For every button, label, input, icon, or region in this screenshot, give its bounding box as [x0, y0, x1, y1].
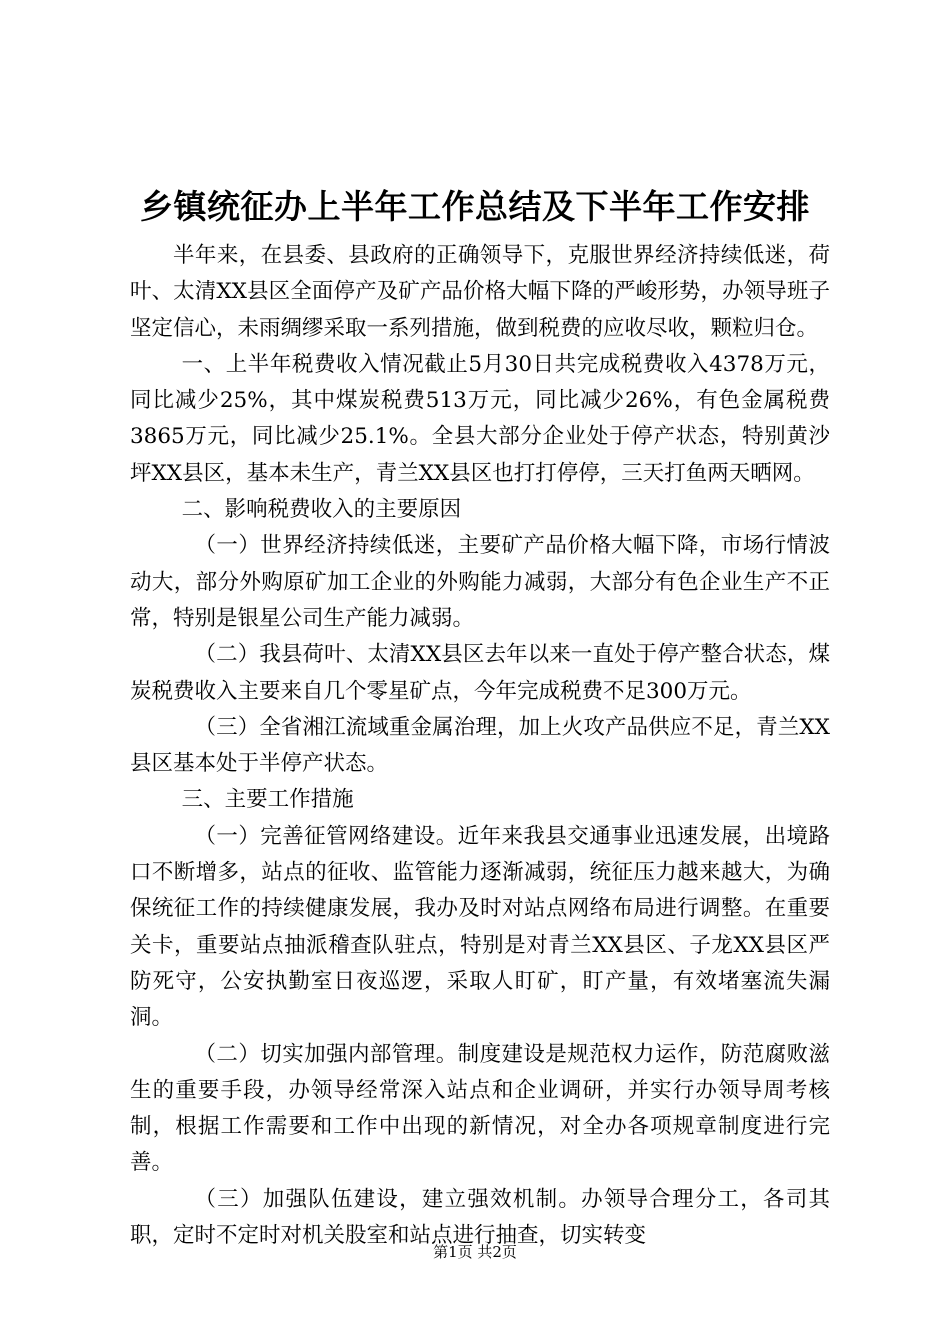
- paragraph-section-3-item-2: （二）切实加强内部管理。制度建设是规范权力运作，防范腐败滋生的重要手段，办领导经常深入站点和企业调研，并实行办领导周考核制，根据工作需要和工作中出现的新情况，对全办各项规章制度进行完善。: [130, 1041, 830, 1176]
- paragraph-intro: 半年来，在县委、县政府的正确领导下，克服世界经济持续低迷，荷叶、太清XX县区全面停产及矿产品价格大幅下降的严峻形势，办领导班子坚定信心，未雨绸缪采取一系列措施，做到税费的应收尽收，颗粒归仓。: [130, 243, 830, 341]
- paragraph-section-1: 一、上半年税费收入情况截止5月30日共完成税费收入4378万元，同比减少25%，其中煤炭税费513万元，同比减少26%，有色金属税费3865万元，同比减少25.1%。全县大部分企业处于停产状态，特别黄沙坪XX县区，基本未生产，青兰XX县区也打打停停，三天打鱼两天晒网。: [130, 351, 830, 486]
- document-body: [130, 238, 830, 1254]
- paragraph-section-3-item-3: （三）加强队伍建设，建立强效机制。办领导合理分工，各司其职，定时不定时对机关股室和站点进行抽查，切实转变: [130, 1186, 830, 1249]
- paragraph-section-2-item-3: （三）全省湘江流域重金属治理，加上火攻产品供应不足，青兰XX县区基本处于半停产状态。: [130, 714, 830, 777]
- heading-section-3: 三、主要工作措施: [181, 787, 354, 813]
- paragraph-section-2-item-2: （二）我县荷叶、太清XX县区去年以来一直处于停产整合状态，煤炭税费收入主要来自几个零星矿点，今年完成税费不足300万元。: [130, 642, 830, 704]
- paragraph-section-2-item-1: （一）世界经济持续低迷，主要矿产品价格大幅下降，市场行情波动大，部分外购原矿加工企业的外购能力减弱，大部分有色企业生产不正常，特别是银星公司生产能力减弱。: [130, 533, 830, 631]
- paragraph-section-3-item-1: （一）完善征管网络建设。近年来我县交通事业迅速发展，出境路口不断增多，站点的征收、监管能力逐渐减弱，统征压力越来越大，为确保统征工作的持续健康发展，我办及时对站点网络布局进行调整。在重要关卡，重要站点抽派稽查队驻点，特别是对青兰XX县区、子龙XX县区严防死守，公安执勤室日夜巡逻，采取人盯矿，盯产量，有效堵塞流失漏洞。: [130, 823, 830, 1031]
- document-title: 乡镇统征办上半年工作总结及下半年工作安排: [140, 187, 810, 226]
- heading-section-2: 二、影响税费收入的主要原因: [181, 497, 462, 523]
- page-number-footer: 第1页 共2页: [433, 1243, 517, 1261]
